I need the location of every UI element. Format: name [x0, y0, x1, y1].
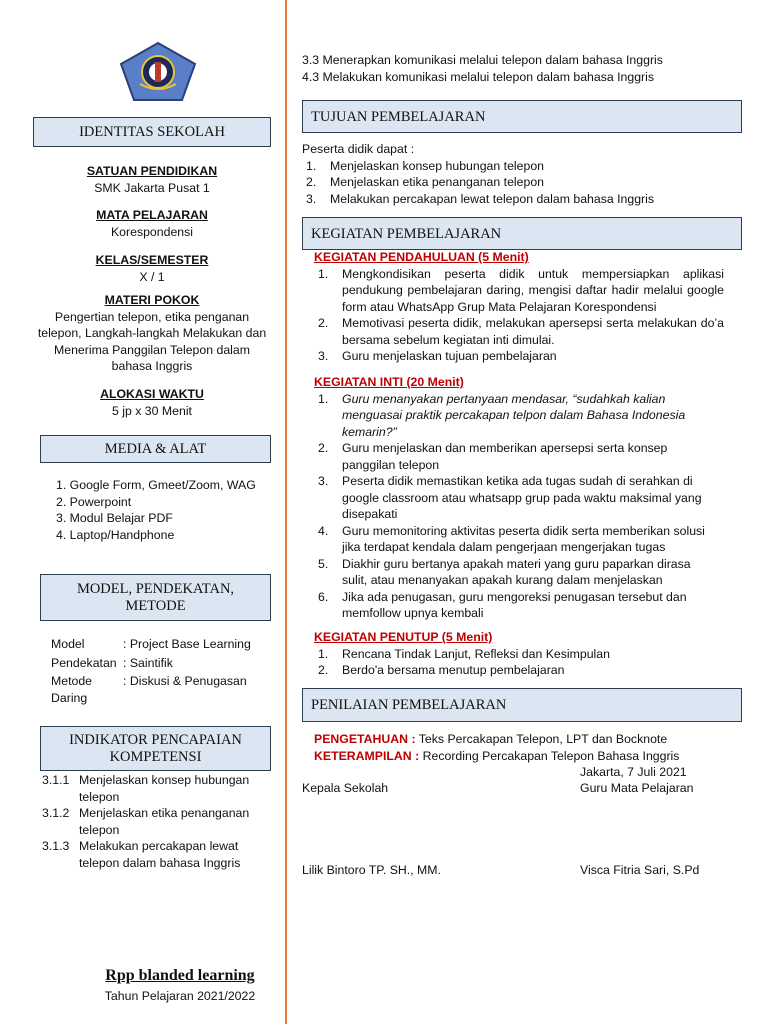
- alokasi-value: 5 jp x 30 Menit: [112, 403, 192, 418]
- pengetahuan-row: PENGETAHUAN : Teks Percakapan Telepon, LPT dan Bocknote: [314, 732, 668, 746]
- materi-line: Menerima Panggilan Telepon dalam: [54, 342, 250, 357]
- satuan-value: SMK Jakarta Pusat 1: [94, 180, 210, 195]
- kelas-label: KELAS/SEMESTER: [95, 253, 209, 267]
- indikator-header: [40, 726, 271, 771]
- column-divider: [285, 0, 287, 1024]
- indikator-header-line: INDIKATOR PENCAPAIAN: [69, 732, 242, 748]
- model-header-line: METODE: [125, 598, 186, 614]
- kd-line: 4.3 Melakukan komunikasi melalui telepon dalam bahasa Inggris: [302, 69, 655, 84]
- penutup-item: 2. Berdo'a bersama menutup pembelajaran: [318, 663, 565, 677]
- penilaian-header: PENILAIAN PEMBELAJARAN: [302, 688, 742, 722]
- inti-item: 5. Diakhir guru bertanya apakah materi yang guru paparkan dirasa sulit, atau menanyakan apakah kurang dalam menjelaskan: [318, 556, 691, 587]
- guru-name: Visca Fitria Sari, S.Pd: [580, 863, 700, 877]
- penutup-item: 1. Rencana Tindak Lanjut, Refleksi dan Kesimpulan: [318, 646, 610, 661]
- inti-item: 3. Peserta didik memastikan ketika ada tugas sudah di serahkan di google classroom atau whatsapp grup pada waktu maksimal yang disepakati: [318, 474, 702, 521]
- kepala-label: Kepala Sekolah: [302, 781, 389, 795]
- school-emblem-icon: [118, 40, 198, 104]
- model-header: [40, 574, 271, 621]
- guru-label: Guru Mata Pelajaran: [580, 781, 694, 795]
- materi-label: MATERI POKOK: [104, 293, 200, 307]
- identitas-sekolah-header: IDENTITAS SEKOLAH: [33, 117, 271, 147]
- mapel-value: Korespondensi: [110, 224, 194, 239]
- media-item: 4. Laptop/Handphone: [56, 527, 175, 542]
- tujuan-item: 3. Melakukan percakapan lewat telepon dalam bahasa Inggris: [306, 191, 655, 206]
- inti-item: 4. Guru memonitoring aktivitas peserta didik serta memberikan solusi jika terdapat kendala dalam pengerjaan mengerjakan tugas: [318, 523, 705, 554]
- satuan-label: SATUAN PENDIDIKAN: [86, 164, 218, 178]
- pendahuluan-item: 1. Mengkondisikan peserta didik untuk mempersiapkan aplikasi pendukung pembelajaran daring, mengisi daftar hadir melalui google form atau WhatsApp Grup Mata Pelajaran Korespondensi: [318, 266, 724, 314]
- kepala-name: Lilik Bintoro TP. SH., MM.: [302, 863, 441, 877]
- materi-line: telepon, Langkah-langkah Melakukan dan: [37, 326, 267, 340]
- place-date: Jakarta, 7 Juli 2021: [580, 765, 687, 779]
- indikator-header-line: KOMPETENSI: [109, 749, 202, 765]
- alokasi-label: ALOKASI WAKTU: [100, 387, 204, 401]
- materi-line: Pengertian telepon, etika penganan: [54, 309, 250, 324]
- identitas-block: [33, 163, 271, 196]
- inti-item: 1. Guru menanyakan pertanyaan mendasar, “sudahkah kalian menguasai praktik percakapan telpon dalam Bahasa Indonesia kemarin?”: [318, 391, 686, 439]
- tujuan-header: TUJUAN PEMBELAJARAN: [302, 100, 742, 133]
- footer-title: Rpp blanded learning: [105, 967, 255, 984]
- media-item: 2. Powerpoint: [56, 494, 132, 509]
- penutup-title: KEGIATAN PENUTUP (5 Menit): [314, 630, 493, 644]
- materi-line: bahasa Inggris: [111, 359, 193, 373]
- pendahuluan-title: KEGIATAN PENDAHULUAN (5 Menit): [314, 250, 529, 264]
- pendekatan-row: Pendekatan : Saintifik: [51, 655, 173, 670]
- media-alat-header: MEDIA & ALAT: [40, 435, 271, 463]
- inti-item: 2. Guru menjelaskan dan memberikan apersepsi serta konsep panggilan telepon: [318, 441, 668, 472]
- indikator-item: 3.1.2 Menjelaskan etika penanganan telepon: [42, 806, 250, 837]
- footer-year: Tahun Pelajaran 2021/2022: [104, 989, 256, 1003]
- indikator-item: 3.1.1 Menjelaskan konsep hubungan telepon: [42, 773, 250, 804]
- model-header-line: MODEL, PENDEKATAN,: [76, 581, 235, 597]
- inti-title: KEGIATAN INTI (20 Menit): [314, 375, 464, 389]
- media-item: 1. Google Form, Gmeet/Zoom, WAG: [56, 478, 256, 492]
- pendahuluan-item: 2. Memotivasi peserta didik, melakukan apersepsi serta melakukan do’a bersama sebelum kegiatan inti dimulai.: [318, 316, 724, 347]
- tujuan-item: 1. Menjelaskan konsep hubungan telepon: [306, 158, 544, 173]
- kd-line: 3.3 Menerapkan komunikasi melalui telepon dalam bahasa Inggris: [302, 53, 663, 67]
- media-item: 3. Modul Belajar PDF: [56, 511, 173, 525]
- tujuan-item: 2. Menjelaskan etika penanganan telepon: [306, 175, 544, 189]
- keterampilan-row: KETERAMPILAN : Recording Percakapan Telepon Bahasa Inggris: [314, 748, 680, 763]
- mapel-label: MATA PELAJARAN: [96, 208, 208, 222]
- inti-item: 6. Jika ada penugasan, guru mengoreksi penugasan tersebut dan memfollow upnya kembali: [318, 589, 687, 620]
- metode-extra: Daring: [51, 690, 88, 705]
- pendahuluan-item: 3. Guru menjelaskan tujuan pembelajaran: [318, 349, 557, 363]
- metode-row: Metode : Diskusi & Penugasan: [51, 674, 247, 688]
- kelas-value: X / 1: [139, 269, 165, 284]
- model-row: Model : Project Base Learning: [51, 637, 251, 651]
- kegiatan-header: KEGIATAN PEMBELAJARAN: [302, 217, 742, 250]
- tujuan-intro: Peserta didik dapat :: [302, 142, 415, 156]
- indikator-item: 3.1.3 Melakukan percakapan lewat telepon dalam bahasa Inggris: [42, 839, 241, 870]
